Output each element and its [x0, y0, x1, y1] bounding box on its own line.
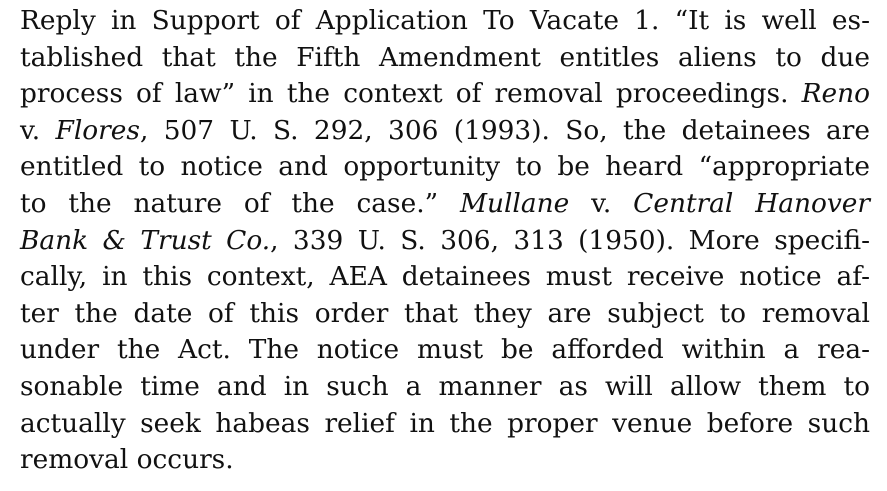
text-line [20, 442, 870, 479]
italic-citation-text: Mullane [459, 187, 570, 219]
italic-citation-text: Flores [55, 114, 140, 146]
text-line [20, 259, 870, 296]
italic-citation-text: Central Hanover [633, 187, 870, 219]
text-line [20, 369, 870, 406]
text-line [20, 76, 870, 113]
text-line [20, 332, 870, 369]
text-segment: removal occurs. [20, 444, 234, 476]
italic-citation-text: Reno [801, 78, 870, 110]
text-line [20, 186, 870, 223]
text-segment: process of law” in the context of removal proceedings. [20, 78, 802, 110]
text-segment: cally, in this context, AEA detainees must receive notice af- [20, 261, 870, 293]
text-line [20, 406, 870, 443]
text-line [20, 40, 870, 77]
text-segment: actually seek habeas relief in the proper venue before such [20, 407, 870, 439]
text-line [20, 113, 870, 150]
text-segment: ter the date of this order that they are subject to removal [20, 297, 870, 329]
text-line [20, 149, 870, 186]
text-segment: to the nature of the case.” [20, 187, 460, 219]
text-segment: sonable time and in such a manner as will allow them to [20, 370, 870, 402]
text-segment: v. [569, 187, 634, 219]
legal-text-paragraph [20, 3, 870, 479]
text-segment: , 507 U. S. 292, 306 (1993). So, the detainees are [139, 114, 870, 146]
text-line [20, 223, 870, 260]
text-segment: , 339 U. S. 306, 313 (1950). More specifi- [270, 224, 870, 256]
italic-citation-text: Bank & Trust Co. [20, 224, 271, 256]
text-segment: tablished that the Fifth Amendment entitles aliens to due [20, 41, 870, 73]
text-segment: entitled to notice and opportunity to be heard “appropriate [20, 151, 870, 183]
text-segment: v. [20, 114, 56, 146]
text-segment: Reply in Support of Application To Vacate 1. “It is well es- [20, 5, 870, 36]
text-line [20, 3, 870, 40]
text-segment: under the Act. The notice must be afforded within a rea- [20, 334, 870, 366]
text-line [20, 296, 870, 333]
